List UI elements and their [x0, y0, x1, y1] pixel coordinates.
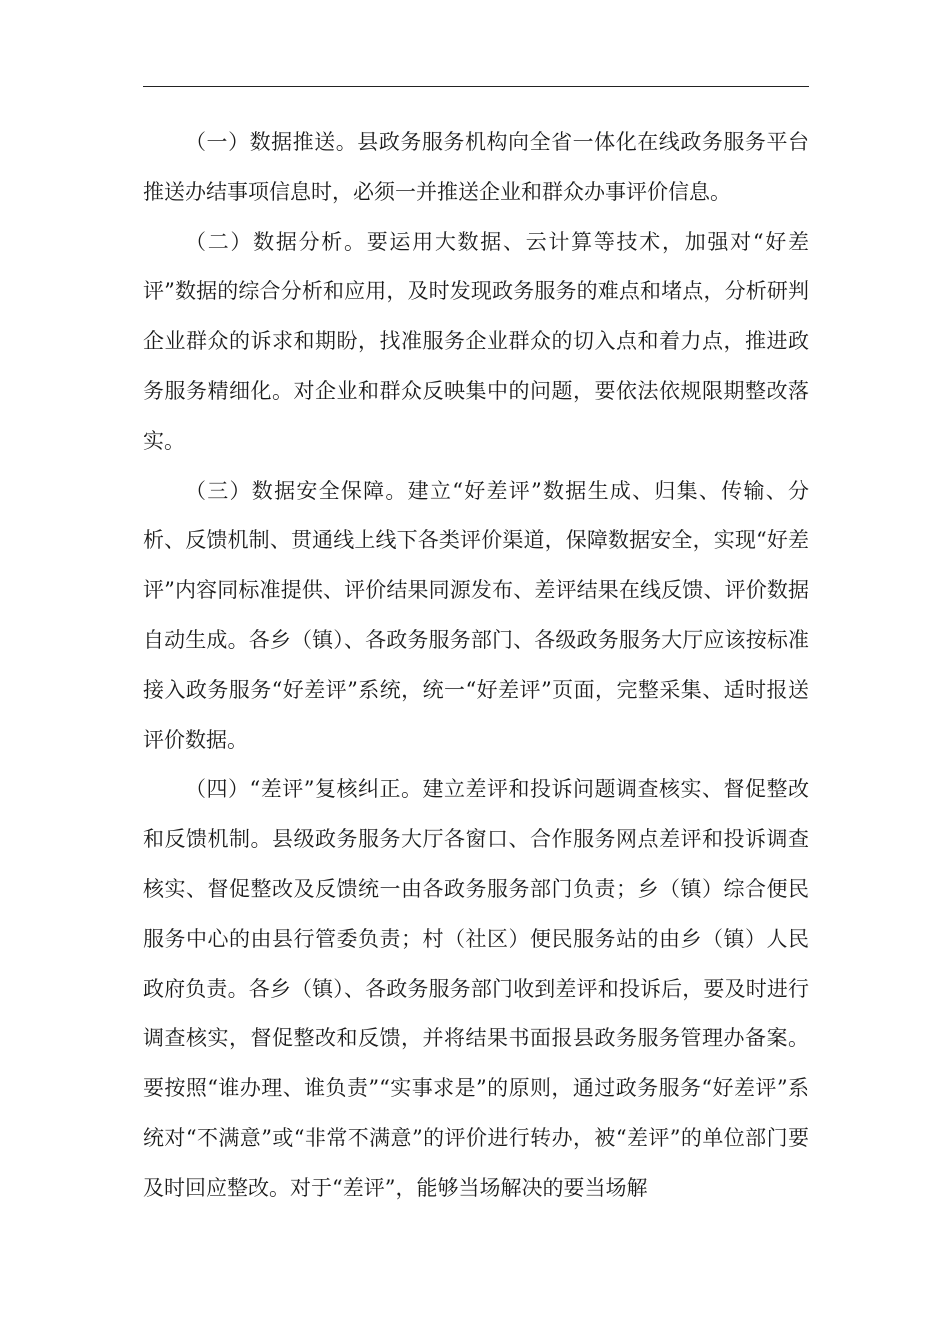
paragraph-data-analysis: （二）数据分析。要运用大数据、云计算等技术，加强对“好差评”数据的综合分析和应用，及时发现政务服务的难点和堵点，分析研判企业群众的诉求和期盼，找准服务企业群众的切入点和着力点，推进政务服务精细化。对企业和群众反映集中的问题，要依法依规限期整改落实。 [143, 229, 809, 453]
paragraph-data-push: （一）数据推送。县政务服务机构向全省一体化在线政务服务平台推送办结事项信息时，必须一并推送企业和群众办事评价信息。 [143, 130, 809, 204]
header-rule [143, 86, 809, 87]
document-body [143, 118, 809, 1214]
paragraph-negative-review-correction: （四）“差评”复核纠正。建立差评和投诉问题调查核实、督促整改和反馈机制。县级政务服务大厅各窗口、合作服务网点差评和投诉调查核实、督促整改及反馈统一由各政务服务部门负责；乡（镇）综合便民服务中心的由县行管委负责；村（社区）便民服务站的由乡（镇）人民政府负责。各乡（镇）、各政务服务部门收到差评和投诉后，要及时进行调查核实，督促整改和反馈，并将结果书面报县政务服务管理办备案。要按照“谁办理、谁负责”“实事求是”的原则，通过政务服务“好差评”系统对“不满意”或“非常不满意”的评价进行转办，被“差评”的单位部门要及时回应整改。对于“差评”，能够当场解决的要当场解 [143, 777, 809, 1200]
paragraph-data-security: （三）数据安全保障。建立“好差评”数据生成、归集、传输、分析、反馈机制、贯通线上线下各类评价渠道，保障数据安全，实现“好差评”内容同标准提供、评价结果同源发布、差评结果在线反馈、评价数据自动生成。各乡（镇）、各政务服务部门、各级政务服务大厅应该按标准接入政务服务“好差评”系统，统一“好差评”页面，完整采集、适时报送评价数据。 [143, 478, 809, 752]
